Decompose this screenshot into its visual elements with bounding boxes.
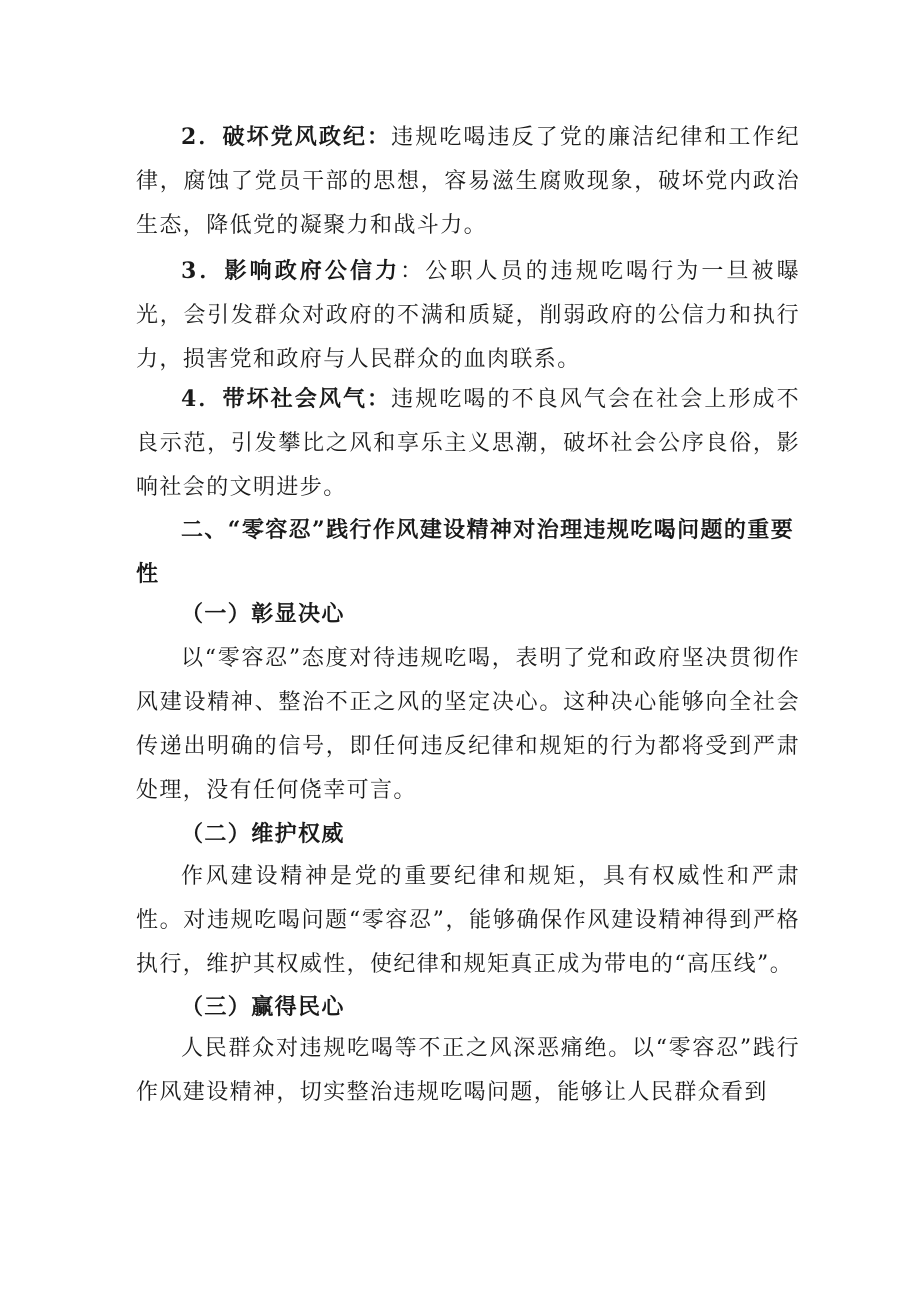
- item-4-number: 4．: [181, 386, 223, 412]
- section-two-heading: 二、“零容忍”践行作风建设精神对治理违规吃喝问题的重要性: [136, 517, 795, 587]
- item-3-number: 3．: [181, 258, 225, 284]
- item-2-separator: ：: [367, 124, 392, 150]
- item-4-separator: ：: [367, 386, 392, 412]
- item-2-number: 2．: [181, 124, 223, 150]
- subsection-3-title: （三）赢得民心: [181, 994, 345, 1020]
- item-3-title: 影响政府公信力: [224, 258, 401, 284]
- subsection-1-text: 以“零容忍”态度对待违规吃喝，表明了党和政府坚决贯彻作风建设精神、整治不正之风的坚定决心。这种决心能够向全社会传递出明确的信号，即任何违反纪律和规矩的行为都将受到严肃处理，没有任何侥幸可言。: [136, 646, 800, 803]
- item-2-paragraph: [136, 115, 800, 248]
- item-4-title: 带坏社会风气: [222, 386, 368, 412]
- item-4-paragraph: [136, 377, 800, 510]
- item-4-text: 违规吃喝的不良风气会在社会上形成不良示范，引发攀比之风和享乐主义思潮，破坏社会公序良俗，影响社会的文明进步。: [136, 387, 800, 500]
- item-3-separator: ：: [400, 259, 426, 284]
- subsection-2-text: 作风建设精神是党的重要纪律和规矩，具有权威性和严肃性。对违规吃喝问题“零容忍”，能够确保作风建设精神得到严格执行，维护其权威性，使纪律和规矩真正成为带电的“高压线”。: [136, 864, 800, 977]
- subsection-2-title: （二）维护权威: [181, 821, 345, 847]
- item-2-text: 违规吃喝违反了党的廉洁纪律和工作纪律，腐蚀了党员干部的思想，容易滋生腐败现象，破坏党内政治生态，降低党的凝聚力和战斗力。: [136, 125, 800, 238]
- subsection-1-title: （一）彰显决心: [181, 601, 345, 627]
- subsection-3-text: 人民群众对违规吃喝等不正之风深恶痛绝。以“零容忍”践行作风建设精神，切实整治违规吃喝问题，能够让人民群众看到: [136, 1036, 800, 1105]
- item-3-text: 公职人员的违规吃喝行为一旦被曝光，会引发群众对政府的不满和质疑，削弱政府的公信力和执行力，损害党和政府与人民群众的血肉联系。: [136, 259, 800, 372]
- item-2-title: 破坏党风政纪: [222, 124, 368, 150]
- item-3-paragraph: [136, 249, 800, 382]
